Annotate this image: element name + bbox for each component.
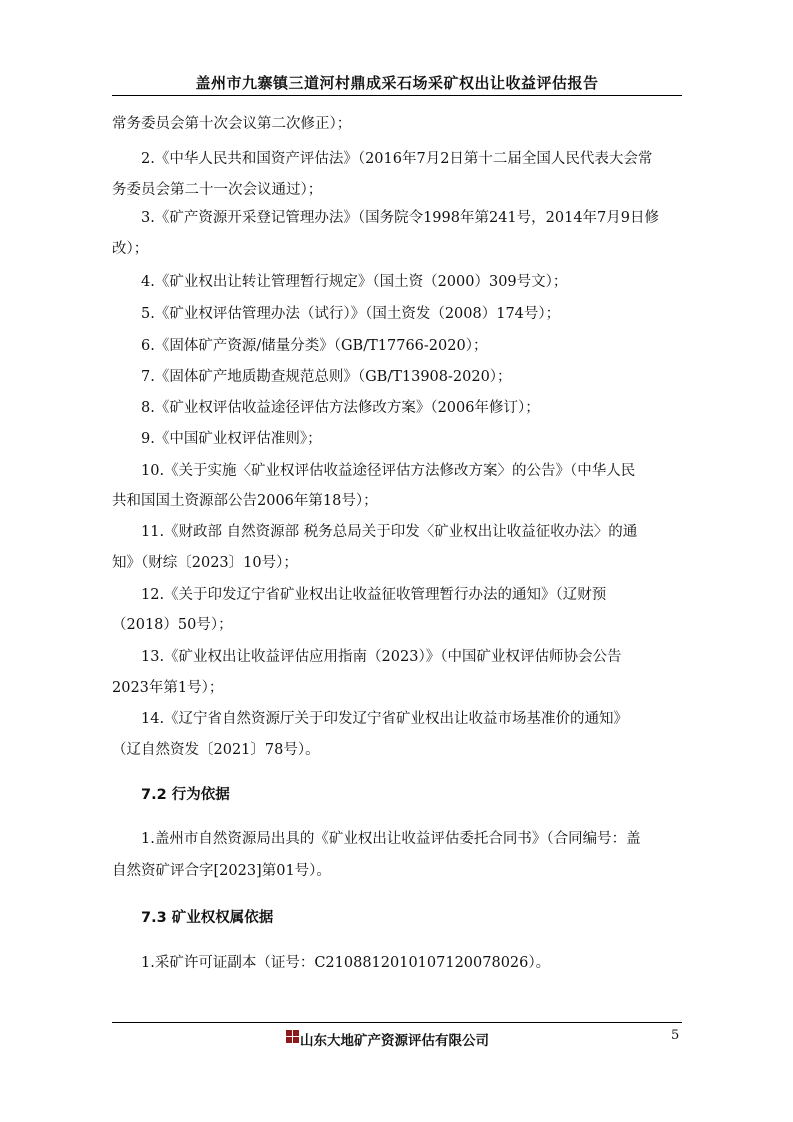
body-line: 1.盖州市自然资源局出具的《矿业权出让收益评估委托合同书》（合同编号：盖 (141, 831, 641, 847)
section-heading-7-2: 7.2 行为依据 (141, 787, 230, 803)
body-line: 4.《矿业权出让转让管理暂行规定》（国土资（2000）309号文）； (141, 274, 568, 290)
footer-divider (112, 1022, 682, 1023)
body-line: 知》（财综〔2023〕10号）； (112, 555, 298, 571)
body-line: 2.《中华人民共和国资产评估法》（2016年7月2日第十二届全国人民代表大会常 (141, 151, 653, 167)
body-line: 6.《固体矿产资源/储量分类》（GB/T17766-2020）； (141, 338, 488, 354)
body-line: 8.《矿业权评估收益途径评估方法修改方案》（2006年修订）； (141, 400, 540, 416)
body-line: （2018）50号）； (112, 617, 233, 633)
body-line: 共和国国土资源部公告2006年第18号）； (112, 493, 378, 509)
body-line: 3.《矿产资源开采登记管理办法》（国务院令1998年第241号，2014年7月9日修 (141, 210, 660, 226)
header-divider (112, 95, 682, 96)
body-line: （辽自然资发〔2021〕78号）。 (112, 742, 320, 758)
page-header-title: 盖州市九寨镇三道河村鼎成采石场采矿权出让收益评估报告 (195, 74, 599, 92)
body-line: 9.《中国矿业权评估准则》； (141, 431, 322, 447)
body-line: 7.《固体矿产地质勘查规范总则》（GB/T13908-2020）； (141, 369, 512, 385)
body-line: 11.《财政部 自然资源部 税务总局关于印发〈矿业权出让收益征收办法〉的通 (141, 524, 638, 540)
logo-square (286, 1030, 292, 1036)
body-line: 务委员会第二十一次会议通过）； (112, 182, 323, 198)
body-line: 2023年第1号）； (112, 680, 224, 696)
body-line: 5.《矿业权评估管理办法（试行）》（国土资发（2008）174号）； (141, 306, 561, 322)
body-line: 14.《辽宁省自然资源厅关于印发辽宁省矿业权出让收益市场基准价的通知》 (141, 711, 629, 727)
section-heading-7-3: 7.3 矿业权权属依据 (141, 910, 274, 926)
logo-square (286, 1037, 292, 1043)
footer-company-name: 山东大地矿产资源评估有限公司 (300, 1033, 489, 1049)
page-number: 5 (671, 1028, 680, 1043)
body-line: 常务委员会第十次会议第二次修正）； (112, 116, 352, 132)
body-line: 12.《关于印发辽宁省矿业权出让收益征收管理暂行办法的通知》（辽财预 (141, 587, 607, 603)
body-line: 13.《矿业权出让收益评估应用指南（2023）》（中国矿业权评估师协会公告 (141, 649, 622, 665)
body-line: 1.采矿许可证副本（证号：C2108812010107120078026）。 (141, 955, 551, 971)
company-logo-icon (286, 1030, 299, 1043)
logo-square (293, 1037, 299, 1043)
body-line: 改）； (112, 241, 149, 257)
body-line: 自然资矿评合字[2023]第01号）。 (112, 863, 331, 879)
body-line: 10.《关于实施〈矿业权评估收益途径评估方法修改方案〉的公告》（中华人民 (141, 463, 636, 479)
logo-square (293, 1030, 299, 1036)
